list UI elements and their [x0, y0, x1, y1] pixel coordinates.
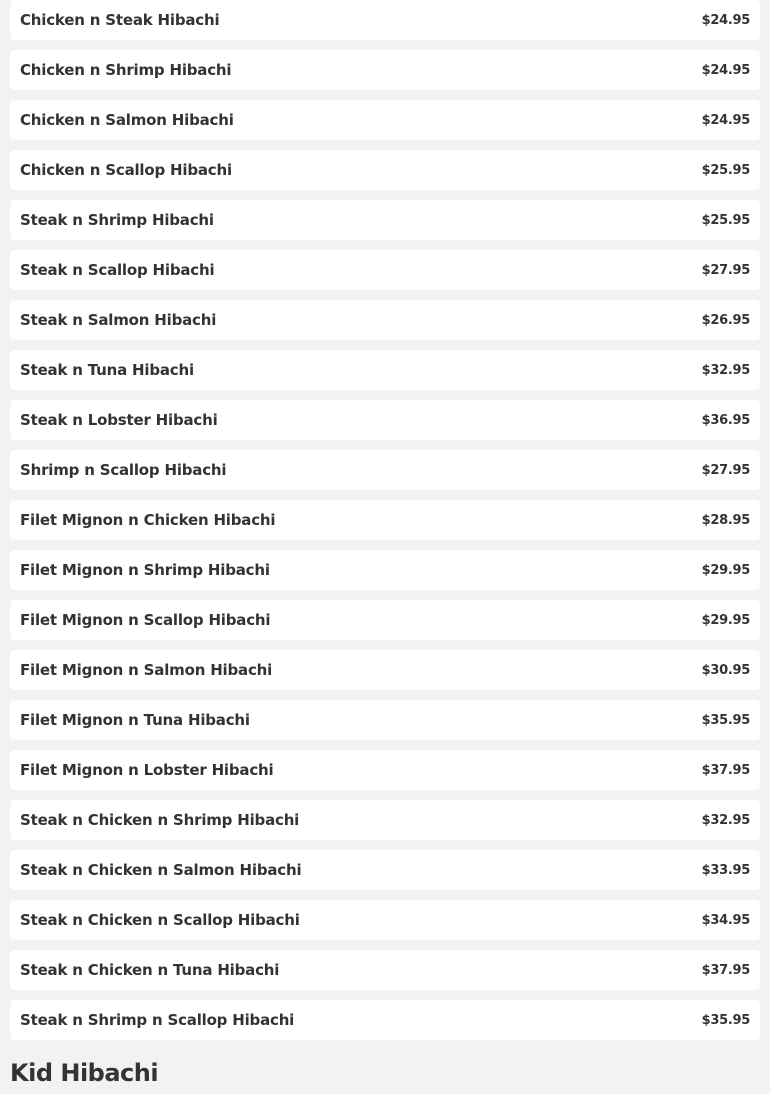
menu-item[interactable]	[10, 100, 760, 140]
menu-item[interactable]	[10, 600, 760, 640]
menu-item[interactable]	[10, 900, 760, 940]
menu-item[interactable]	[10, 250, 760, 290]
menu-item-name: Filet Mignon n Lobster Hibachi	[20, 761, 274, 779]
menu-item[interactable]	[10, 950, 760, 990]
menu-item-price: $27.95	[701, 462, 750, 478]
menu-item-price: $32.95	[701, 362, 750, 378]
menu-item-name: Steak n Chicken n Tuna Hibachi	[20, 961, 280, 979]
menu-item[interactable]	[10, 50, 760, 90]
menu-item[interactable]	[10, 650, 760, 690]
menu-item-name: Filet Mignon n Tuna Hibachi	[20, 711, 250, 729]
menu-item-name: Chicken n Steak Hibachi	[20, 11, 220, 29]
section-heading-kid-hibachi: Kid Hibachi	[10, 1059, 159, 1087]
menu-item[interactable]	[10, 800, 760, 840]
menu-item[interactable]	[10, 450, 760, 490]
menu-item-name: Steak n Scallop Hibachi	[20, 261, 215, 279]
menu-item[interactable]	[10, 550, 760, 590]
menu-item-price: $29.95	[701, 562, 750, 578]
menu-item-price: $24.95	[701, 62, 750, 78]
menu-item[interactable]	[10, 400, 760, 440]
menu-item[interactable]	[10, 300, 760, 340]
menu-item-name: Steak n Shrimp Hibachi	[20, 211, 214, 229]
menu-item-name: Filet Mignon n Salmon Hibachi	[20, 661, 273, 679]
menu-item[interactable]	[10, 500, 760, 540]
menu-item-price: $25.95	[701, 162, 750, 178]
menu-item-name: Steak n Chicken n Scallop Hibachi	[20, 911, 300, 929]
menu-item-price: $37.95	[701, 762, 750, 778]
menu-item[interactable]	[10, 850, 760, 890]
menu-item-price: $26.95	[701, 312, 750, 328]
menu-item[interactable]	[10, 750, 760, 790]
menu-item-name: Shrimp n Scallop Hibachi	[20, 461, 227, 479]
menu-item-name: Chicken n Shrimp Hibachi	[20, 61, 232, 79]
menu-item-price: $33.95	[701, 862, 750, 878]
menu-item-price: $27.95	[701, 262, 750, 278]
menu-item-name: Chicken n Salmon Hibachi	[20, 111, 234, 129]
menu-item[interactable]	[10, 700, 760, 740]
menu-item-name: Filet Mignon n Chicken Hibachi	[20, 511, 276, 529]
menu-item-name: Steak n Salmon Hibachi	[20, 311, 217, 329]
menu-item-price: $36.95	[701, 412, 750, 428]
menu-item-price: $30.95	[701, 662, 750, 678]
menu-item[interactable]	[10, 350, 760, 390]
menu-item-price: $24.95	[701, 112, 750, 128]
menu-item-name: Steak n Lobster Hibachi	[20, 411, 218, 429]
menu-item-name: Filet Mignon n Shrimp Hibachi	[20, 561, 270, 579]
menu-item-name: Steak n Shrimp n Scallop Hibachi	[20, 1011, 295, 1029]
menu-item[interactable]	[10, 200, 760, 240]
menu-item[interactable]	[10, 1000, 760, 1040]
menu-item-price: $37.95	[701, 962, 750, 978]
menu-item-name: Chicken n Scallop Hibachi	[20, 161, 232, 179]
menu-item[interactable]	[10, 150, 760, 190]
menu-item[interactable]	[10, 0, 760, 40]
menu-item-price: $32.95	[701, 812, 750, 828]
menu-item-list	[10, 0, 760, 1050]
menu-item-name: Steak n Chicken n Shrimp Hibachi	[20, 811, 300, 829]
menu-item-price: $24.95	[701, 12, 750, 28]
menu-item-price: $34.95	[701, 912, 750, 928]
menu-item-name: Filet Mignon n Scallop Hibachi	[20, 611, 271, 629]
menu-item-price: $35.95	[701, 1012, 750, 1028]
menu-item-price: $28.95	[701, 512, 750, 528]
menu-item-name: Steak n Chicken n Salmon Hibachi	[20, 861, 302, 879]
menu-item-price: $29.95	[701, 612, 750, 628]
menu-item-name: Steak n Tuna Hibachi	[20, 361, 194, 379]
menu-item-price: $35.95	[701, 712, 750, 728]
menu-item-price: $25.95	[701, 212, 750, 228]
